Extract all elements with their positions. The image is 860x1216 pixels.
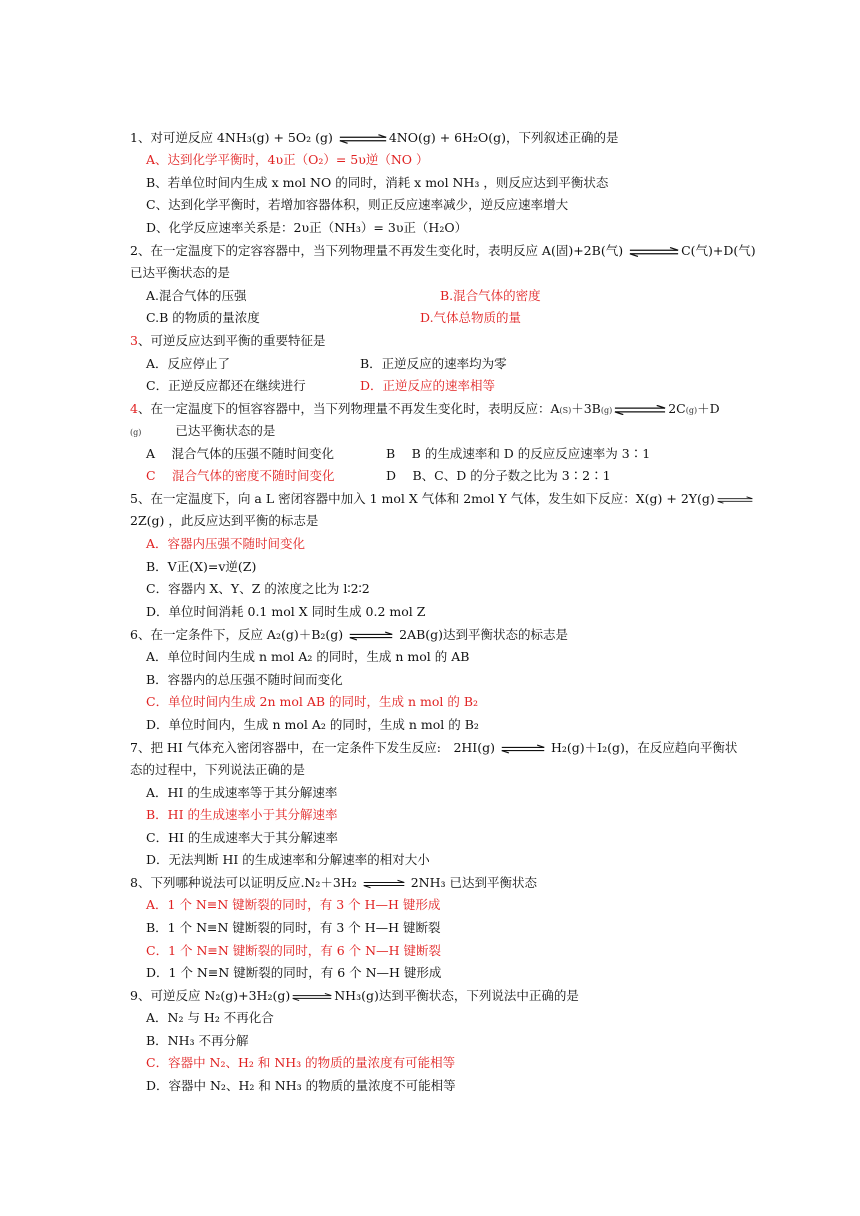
question-2-option-d: D.气体总物质的量 xyxy=(420,310,522,325)
equilibrium-arrow-icon xyxy=(292,992,332,1002)
question-5-option-c: C．容器内 X、Y、Z 的浓度之比为 l∶2∶2 xyxy=(146,581,370,596)
question-5-option-b: B．V正(X)=v逆(Z) xyxy=(146,559,257,574)
question-5-option-a: A．容器内压强不随时间变化 xyxy=(146,536,306,551)
question-3-option-a: A．反应停止了 xyxy=(146,356,231,371)
question-8-option-c: C．1 个 N≡N 键断裂的同时，有 6 个 N—H 键断裂 xyxy=(146,943,441,958)
question-7-stem-cont: 态的过程中，下列说法正确的是 xyxy=(130,762,306,777)
equilibrium-arrow-icon xyxy=(339,134,387,144)
question-4-option-b: B B 的生成速率和 D 的反应反应速率为 3∶1 xyxy=(386,446,651,461)
question-9-option-c: C．容器中 N₂、H₂ 和 NH₃ 的物质的量浓度有可能相等 xyxy=(146,1055,456,1070)
question-9-stem: 9、可逆反应 N₂(g)+3H₂(g) NH₃(g)达到平衡状态，下列说法中正确的是 xyxy=(130,988,579,1003)
question-7-option-b: B．HI 的生成速率小于其分解速率 xyxy=(146,807,338,822)
equilibrium-arrow-icon xyxy=(614,405,666,415)
question-1-option-c: C、达到化学平衡时，若增加容器体积，则正反应速率减少，逆反应速率增大 xyxy=(146,197,569,212)
question-2-stem: 2、在一定温度下的定容容器中，当下列物理量不再发生变化时，表明反应 A(固)+2B(气) C(气)+D(气) xyxy=(130,243,756,258)
question-8-option-b: B．1 个 N≡N 键断裂的同时，有 3 个 H—H 键断裂 xyxy=(146,920,441,935)
question-4-option-a: A 混合气体的压强不随时间变化 xyxy=(146,446,335,461)
question-6-option-a: A．单位时间内生成 n mol A₂ 的同时，生成 n mol 的 AB xyxy=(146,649,470,664)
question-2-option-a: A.混合气体的压强 xyxy=(146,288,247,303)
question-3-option-c: C．正逆反应都还在继续进行 xyxy=(146,378,306,393)
question-4-option-c: C 混合气体的密度不随时间变化 xyxy=(146,468,335,483)
question-9-option-d: D．容器中 N₂、H₂ 和 NH₃ 的物质的量浓度不可能相等 xyxy=(146,1078,456,1093)
question-6-stem: 6、在一定条件下，反应 A₂(g)＋B₂(g) 2AB(g)达到平衡状态的标志是 xyxy=(130,627,569,642)
question-3-stem: 3、可逆反应达到平衡的重要特征是 xyxy=(130,333,326,348)
question-8-option-a: A．1 个 N≡N 键断裂的同时，有 3 个 H—H 键形成 xyxy=(146,897,441,912)
question-3-option-d: D．正逆反应的速率相等 xyxy=(360,378,496,393)
question-2-option-c: C.B 的物质的量浓度 xyxy=(146,310,260,325)
question-6-option-b: B．容器内的总压强不随时间而变化 xyxy=(146,672,343,687)
equilibrium-arrow-icon xyxy=(349,631,393,641)
question-9-option-b: B．NH₃ 不再分解 xyxy=(146,1033,249,1048)
question-1-option-d: D、化学反应速率关系是：2υ正（NH₃）= 3υ正（H₂O） xyxy=(146,220,468,235)
question-4-option-d: D B、C、D 的分子数之比为 3∶2∶1 xyxy=(386,468,611,483)
equilibrium-arrow-icon xyxy=(717,495,753,505)
question-9-option-a: A．N₂ 与 H₂ 不再化合 xyxy=(146,1010,274,1025)
question-4-stem: 4、在一定温度下的恒容容器中，当下列物理量不再发生变化时，表明反应：A(S)＋3B(g) 2C(g)＋D xyxy=(130,401,720,416)
question-1-option-b: B、若单位时间内生成 x mol NO 的同时，消耗 x mol NH₃ ，则反应达到平衡状态 xyxy=(146,175,609,190)
question-5-option-d: D．单位时间消耗 0.1 mol X 同时生成 0.2 mol Z xyxy=(146,604,426,619)
question-8-option-d: D．1 个 N≡N 键断裂的同时，有 6 个 N—H 键形成 xyxy=(146,965,442,980)
question-3-option-b: B．正逆反应的速率均为零 xyxy=(360,356,507,371)
question-5-stem: 5、在一定温度下，向 a L 密闭容器中加入 1 mol X 气体和 2mol Y 气体，发生如下反应：X(g) + 2Y(g) xyxy=(130,491,755,507)
question-8-stem: 8、下列哪种说法可以证明反应.N₂＋3H₂ 2NH₃ 已达到平衡状态 xyxy=(130,875,537,890)
equilibrium-arrow-icon xyxy=(501,744,545,754)
question-7-option-d: D．无法判断 HI 的生成速率和分解速率的相对大小 xyxy=(146,852,430,867)
question-4-stem-cont: (g) 已达平衡状态的是 xyxy=(130,423,276,438)
equilibrium-arrow-icon xyxy=(629,247,679,257)
question-6-option-c: C．单位时间内生成 2n mol AB 的同时，生成 n mol 的 B₂ xyxy=(146,694,479,709)
question-2-stem-cont: 已达平衡状态的是 xyxy=(130,265,231,280)
question-1-option-a: A、达到化学平衡时，4υ正（O₂）= 5υ逆（NO ） xyxy=(146,152,429,167)
question-6-option-d: D．单位时间内，生成 n mol A₂ 的同时，生成 n mol 的 B₂ xyxy=(146,717,479,732)
question-2-option-b: B.混合气体的密度 xyxy=(440,288,541,303)
question-7-option-c: C．HI 的生成速率大于其分解速率 xyxy=(146,830,338,845)
question-7-stem: 7、把 HI 气体充入密闭容器中，在一定条件下发生反应: 2HI(g) H₂(g)＋I₂(g)，在反应趋向平衡状 xyxy=(130,740,738,755)
question-5-stem-cont: 2Z(g) ，此反应达到平衡的标志是 xyxy=(130,513,319,528)
equilibrium-arrow-icon xyxy=(363,879,405,889)
question-1-stem: 1、对可逆反应 4NH₃(g) + 5O₂ (g) 4NO(g) + 6H₂O(g)，下列叙述正确的是 xyxy=(130,130,619,145)
question-7-option-a: A．HI 的生成速率等于其分解速率 xyxy=(146,785,338,800)
